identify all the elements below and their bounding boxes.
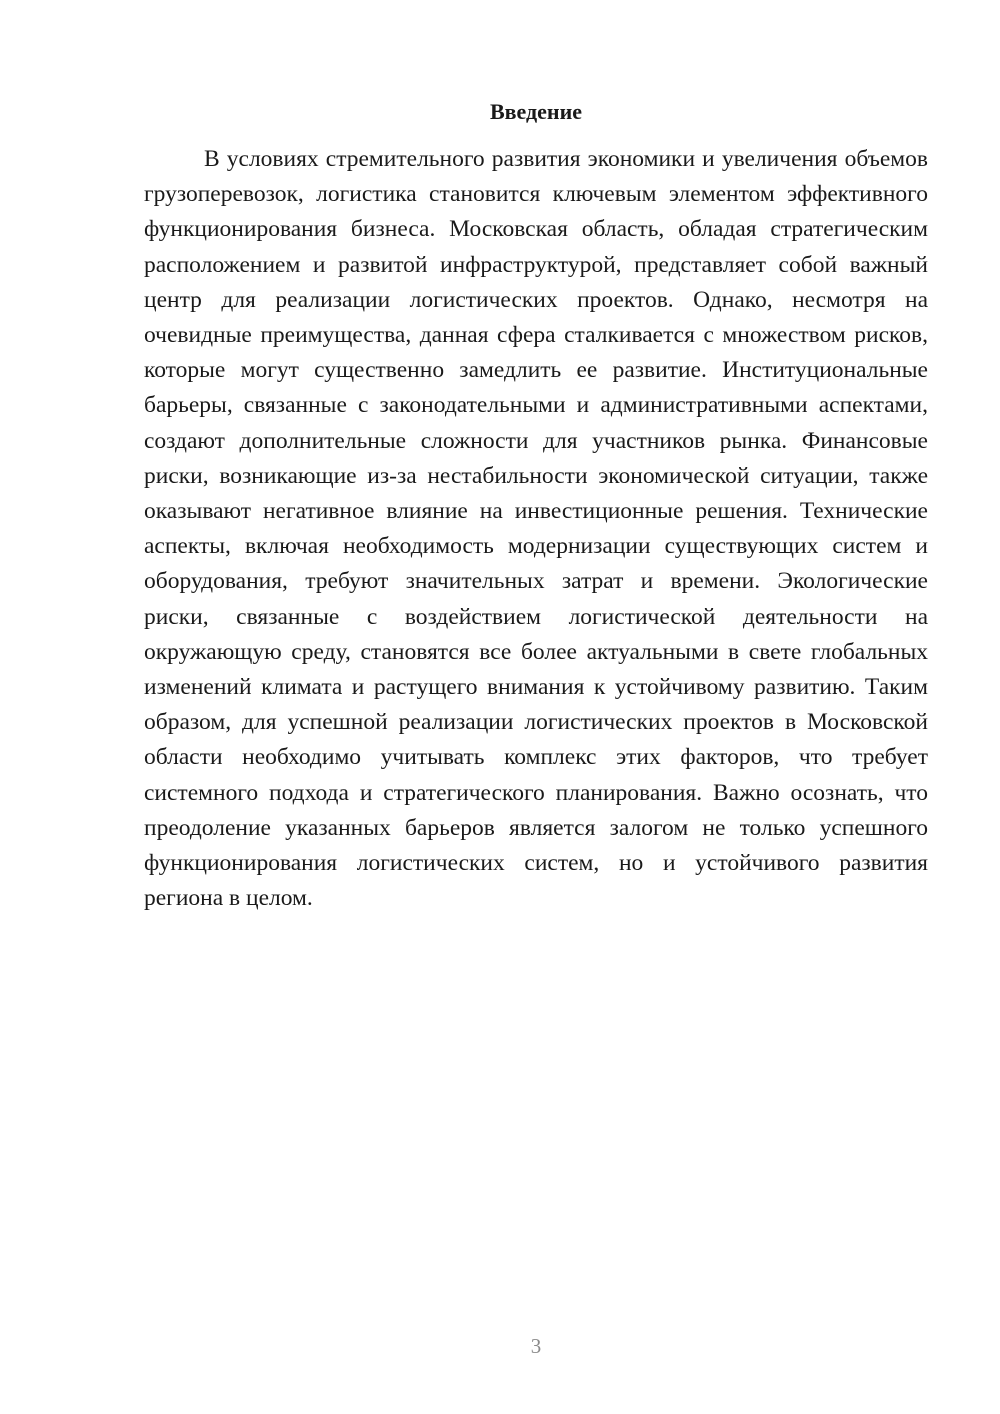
body-paragraph: В условиях стремительного развития экономики и увеличения объемов грузоперевозок, логистика становится ключевым элементом эффективного функционирования бизнеса. Московская область, обладая стратегическим расположением и развитой инфраструктурой, представляет собой важный центр для реализации логистических проектов. Однако, несмотря на очевидные преимущества, данная сфера сталкивается с множеством рисков, которые могут существенно замедлить ее развитие. Институциональные барьеры, связанные с законодательными и административными аспектами, создают дополнительные сложности для участников рынка. Финансовые риски, возникающие из-за нестабильности экономической ситуации, также оказывают негативное влияние на инвестиционные решения. Технические аспекты, включая необходимость модернизации существующих систем и оборудования, требуют значительных затрат и времени. Экологические риски, связанные с воздействием логистической деятельности на окружающую среду, становятся все более актуальными в свете глобальных изменений климата и растущего внимания к устойчивому развитию. Таким образом, для успешной реализации логистических проектов в Московской области необходимо учитывать комплекс этих факторов, что требует системного подхода и стратегического планирования. Важно осознать, что преодоление указанных барьеров является залогом не только успешного функционирования логистических систем, но и устойчивого развития региона в целом. [144,146,928,912]
page-number: 3 [530,1334,542,1358]
section-heading: Введение [489,99,583,124]
